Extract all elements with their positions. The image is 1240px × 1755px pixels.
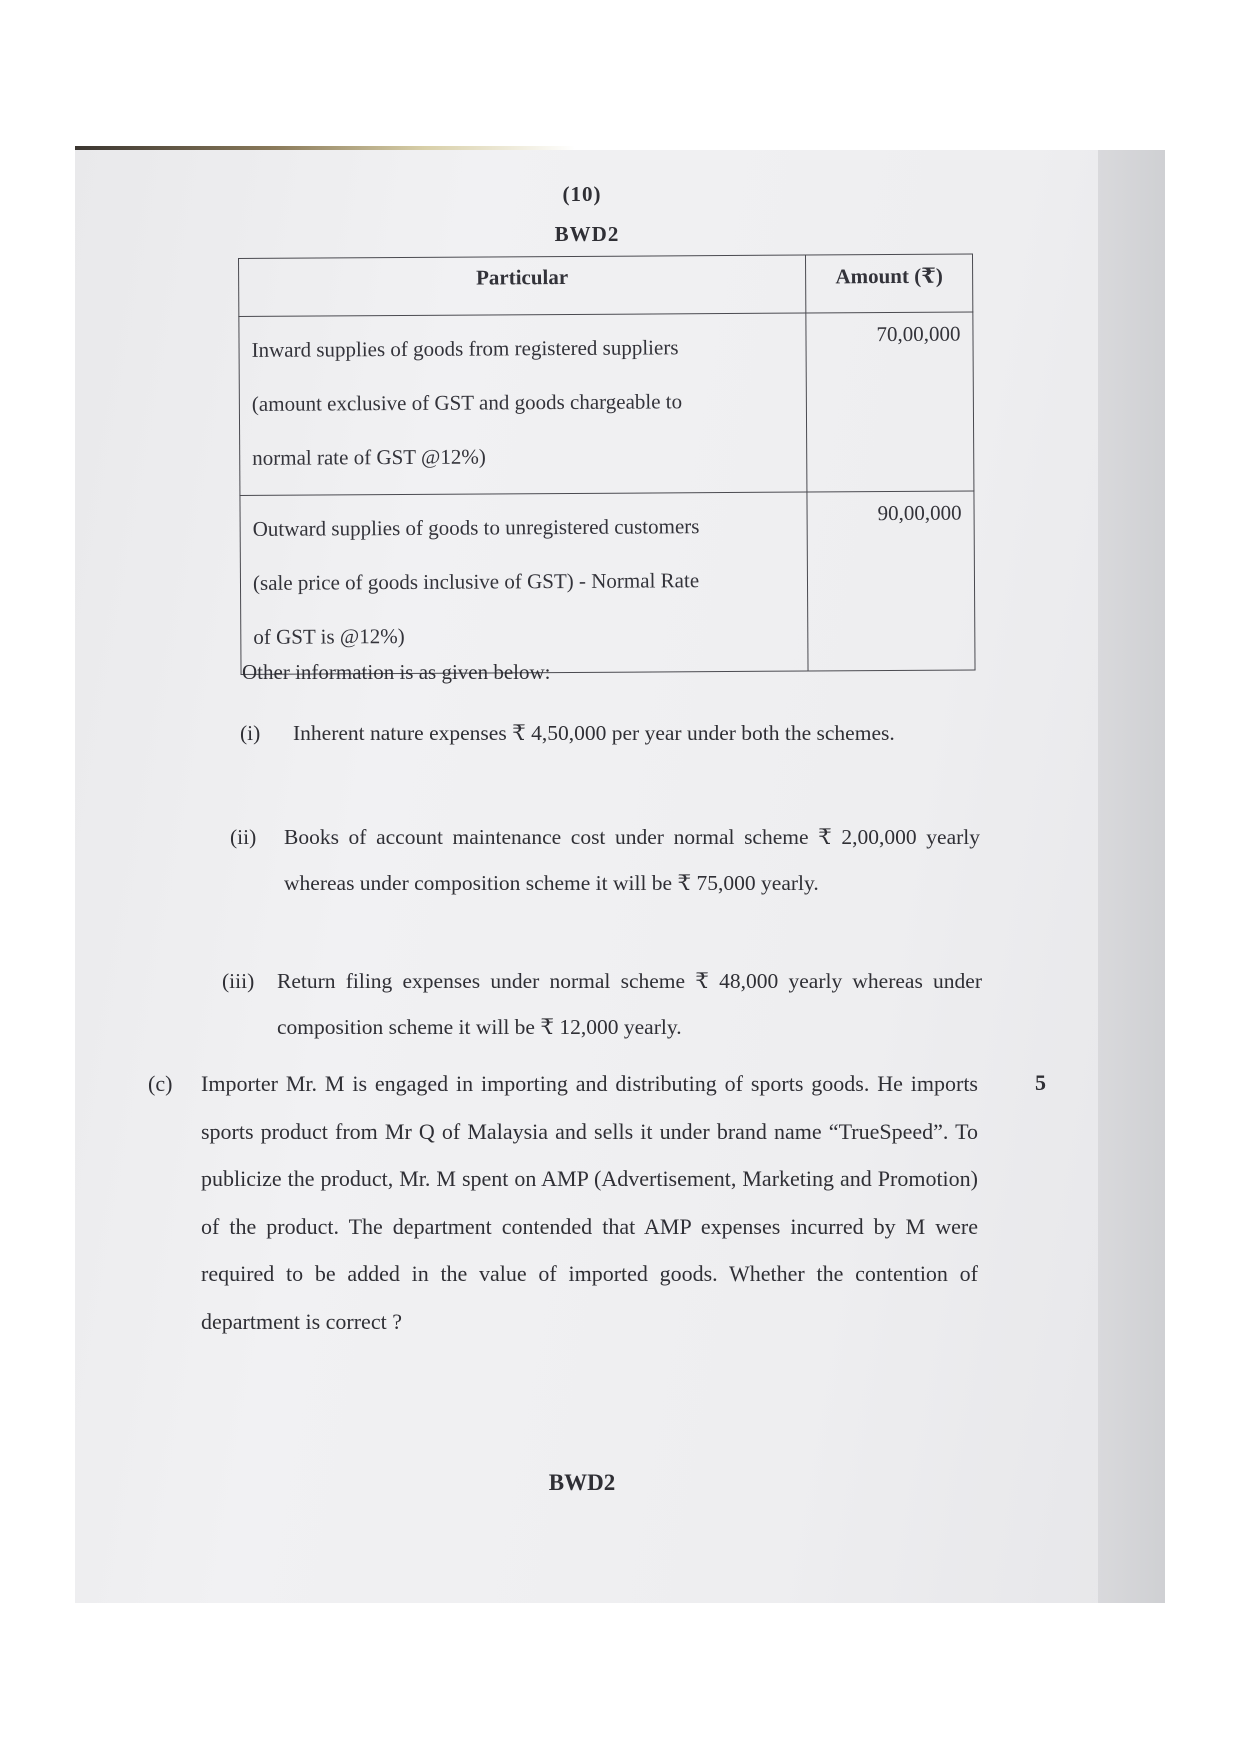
- exam-page: [75, 150, 1165, 1603]
- description-line: Outward supplies of goods to unregistered customers: [252, 514, 700, 541]
- column-header-particular: Particular: [239, 255, 806, 316]
- row-description: [239, 313, 807, 495]
- page-edge-shadow: [1098, 150, 1165, 1603]
- question-text: Importer Mr. M is engaged in importing and distributing of sports goods. He imports sports product from Mr Q of Malaysia and sells it under brand name “TrueSpeed”. To publicize the product, Mr. M spent on AMP (Advertisement, Marketing and Promotion) of the product. The department contended that AMP expenses incurred by M were required to be added in the value of imported goods. Whether the contention of department is correct ?: [201, 1071, 978, 1334]
- description-line: Inward supplies of goods from registered suppliers: [251, 335, 679, 362]
- list-item-text: Inherent nature expenses ₹ 4,50,000 per year under both the schemes.: [293, 721, 895, 745]
- row-amount: 90,00,000: [807, 491, 975, 671]
- list-marker: (i): [240, 721, 261, 745]
- description-line: normal rate of GST @12%): [252, 444, 486, 470]
- table-row: [239, 312, 974, 495]
- column-header-amount: Amount (₹): [805, 254, 972, 313]
- page-number: (10): [562, 182, 602, 206]
- table-row: [240, 491, 975, 674]
- other-information-intro: Other information is as given below:: [242, 660, 551, 684]
- question-marker: (c): [148, 1071, 173, 1096]
- description-line: of GST is @12%): [253, 623, 405, 649]
- question-marks: 5: [1035, 1070, 1046, 1095]
- list-item-text: Return filing expenses under normal scheme ₹ 48,000 yearly whereas under composition scheme it will be ₹ 12,000 yearly.: [277, 969, 982, 1039]
- row-amount: 70,00,000: [806, 312, 974, 492]
- list-marker: (iii): [222, 969, 255, 993]
- list-item-text: Books of account maintenance cost under normal scheme ₹ 2,00,000 yearly whereas under composition scheme it will be ₹ 75,000 yearly.: [284, 825, 980, 895]
- paper-code-footer: BWD2: [548, 1470, 616, 1495]
- description-line: (sale price of goods inclusive of GST) - Normal Rate: [252, 568, 700, 595]
- list-marker: (ii): [230, 825, 257, 849]
- gst-supplies-table: [238, 254, 976, 675]
- row-description: [240, 492, 808, 674]
- table-header-row: [239, 254, 973, 316]
- description-line: (amount exclusive of GST and goods chargeable to: [251, 389, 683, 416]
- paper-code-header: BWD2: [554, 222, 620, 246]
